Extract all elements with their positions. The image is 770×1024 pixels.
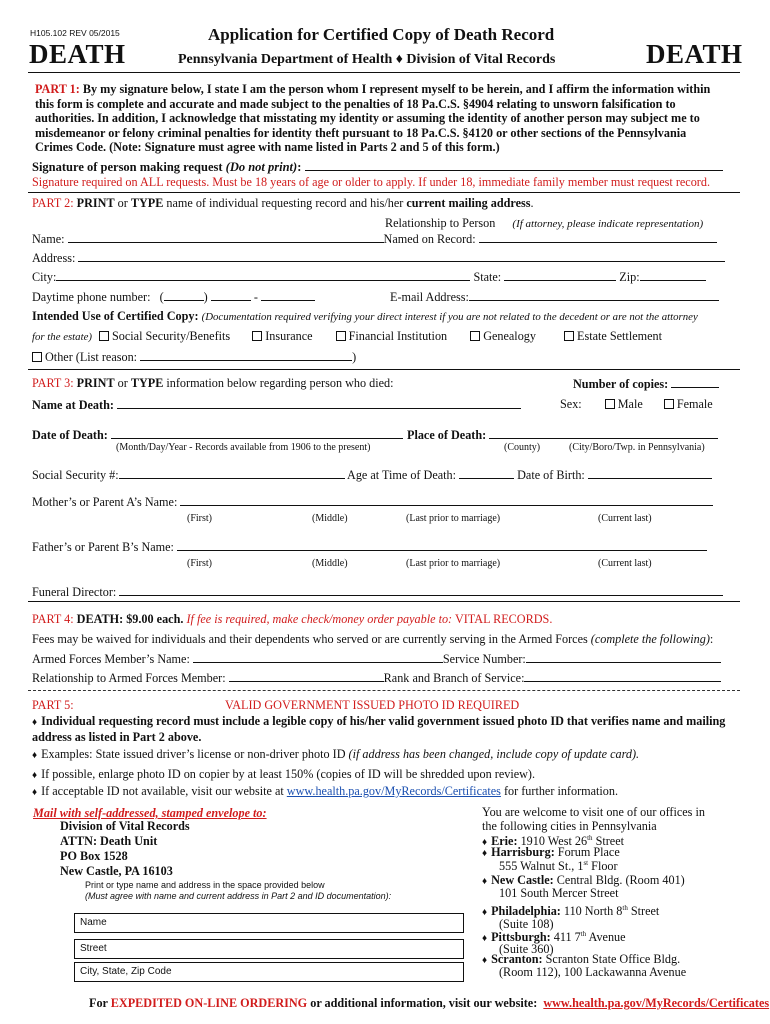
payable-to: VITAL RECORDS (454, 612, 550, 626)
named-on-record-label: Named on Record: (383, 232, 476, 246)
part5-bullet-3 (32, 767, 535, 782)
option-label: Social Security/Benefits (112, 329, 231, 343)
bullet2-text: Examples: State issued driver’s license or non-driver photo ID (41, 747, 346, 761)
part5-bullet-4 (32, 784, 618, 799)
fee-waiver-note: (complete the following) (590, 632, 710, 646)
fee-note: If fee is required, make check/money order payable to: (186, 612, 453, 626)
payable-end: . (549, 612, 553, 626)
mail-address (60, 819, 190, 878)
other-reason-row (32, 349, 356, 365)
bullet4-text: If acceptable ID not available, visit our website at (41, 784, 284, 798)
bullet1-text: Individual requesting record must include a legible copy of his/her valid government issued photo ID that verifies name and mailing address as listed in Part 2 above. (32, 714, 726, 744)
name-label: Name: (32, 232, 65, 246)
sex-label: Sex: (560, 397, 582, 411)
diamond-bullet-icon: ♦ (482, 907, 488, 919)
sex-female[interactable] (664, 397, 713, 411)
address-label: Address: (32, 251, 76, 265)
office-scranton-line2: (Room 112), 100 Lackawanna Avenue (499, 965, 687, 979)
part2-current-mailing: current mailing address (406, 196, 531, 210)
office-address: 555 Walnut St., 1 (499, 859, 584, 874)
print-note-2: (Must agree with name and current address in Part 2 and ID documentation): (85, 891, 392, 901)
city-field[interactable] (56, 269, 470, 281)
female-label: Female (676, 397, 713, 411)
phone-close: ) (203, 290, 208, 304)
father-field[interactable] (177, 539, 707, 551)
intended-use-options (32, 329, 662, 344)
office-address: 110 North 8 (563, 904, 623, 919)
mail-line: PO Box 1528 (60, 849, 128, 863)
bullet2-note: (if address has been changed, include copy of update card). (348, 747, 640, 761)
offices-intro: You are welcome to visit one of our offices in the following cities in Pennsylvania (482, 805, 705, 833)
member-relationship-label: Relationship to Armed Forces Member: (32, 671, 226, 685)
mother-middle: (Middle) (312, 513, 348, 524)
office-address: Central Bldg. (Room 401) (556, 873, 685, 887)
mother-label: Mother’s or Parent A’s Name: (32, 495, 178, 509)
form-code: H105.102 REV 05/2015 (30, 28, 120, 38)
mother-row (32, 494, 713, 510)
option-estate-settlement[interactable] (564, 329, 662, 343)
office-address-end: Floor (588, 859, 618, 874)
checkbox[interactable] (470, 331, 480, 341)
part1-text: By my signature below, I state I am the person whom I represent myself to be herein, and I affirm the information within this form is complete and accurate and made subject to the penalties of 18 Pa.C.S. §4904 relating to unsworn falsification to authorities. In addition, I acknowledge that misstating my identity or assuming the identity of another person may subject me to misdemeanor or felony criminal penalties for identity theft pursuant to 18 Pa.C.S. §4120 or other sections of the Pennsylvania Crimes Code. (Note: Signature must agree with name listed in Parts 2 and 5 of this form.) (35, 82, 711, 155)
page-title: Application for Certified Copy of Death Record (208, 25, 555, 44)
option-label: Financial Institution (348, 329, 448, 343)
part3-rule (28, 601, 740, 602)
date-of-death-row (32, 427, 403, 443)
address-field[interactable] (78, 250, 725, 262)
part1-label: PART 1: (35, 82, 80, 96)
phone-row (32, 289, 315, 305)
office-address-end: Street (592, 834, 625, 849)
date-note: (Month/Day/Year - Records available from 1906 to the present) (116, 442, 371, 453)
member-name-field[interactable] (193, 651, 443, 663)
option-insurance[interactable] (252, 329, 312, 343)
part5-heading: VALID GOVERNMENT ISSUED PHOTO ID REQUIRED (225, 698, 520, 712)
service-number-label: Service Number: (442, 652, 526, 666)
member-relationship-field[interactable] (229, 670, 384, 682)
checkbox[interactable] (99, 331, 109, 341)
service-number-field[interactable] (526, 651, 721, 663)
return-name-field[interactable] (74, 913, 464, 933)
copies-row (573, 376, 719, 392)
date-of-death-field[interactable] (111, 427, 403, 439)
return-street-label: Street (80, 943, 107, 954)
funeral-field[interactable] (119, 584, 723, 596)
mother-first: (First) (187, 513, 212, 524)
option-label: Estate Settlement (577, 329, 662, 343)
signature-note: (Do not print) (225, 160, 298, 174)
email-field[interactable] (469, 289, 719, 301)
option-label: Genealogy (483, 329, 536, 343)
copies-label: Number of copies: (573, 377, 669, 391)
relationship-field[interactable] (479, 231, 717, 243)
part2-instr-rest: name of individual requesting record and his/her (163, 196, 407, 210)
mail-line: New Castle, PA 16103 (60, 863, 173, 878)
other-checkbox[interactable] (32, 352, 42, 362)
office-address: Forum Place (557, 845, 620, 859)
office-address: 411 7 (553, 930, 581, 945)
ssn-field[interactable] (119, 467, 345, 479)
member-name-label: Armed Forces Member’s Name: (32, 652, 190, 666)
office-city: Pittsburgh: (491, 930, 551, 945)
footer-text-2: or additional information, visit our website: (310, 996, 538, 1010)
relationship-label: Relationship to Person (385, 216, 496, 230)
office-address: Scranton State Office Bldg. (545, 952, 681, 966)
office-philadelphia-line2: (Suite 108) (499, 917, 554, 931)
phone-open: ( (159, 290, 164, 304)
place-of-death-row (407, 427, 718, 443)
date-of-death-label: Date of Death: (32, 428, 108, 442)
checkbox[interactable] (336, 331, 346, 341)
mail-line: ATTN: Death Unit (60, 833, 158, 848)
bullet4-end: for further information. (503, 784, 619, 798)
place-of-death-label: Place of Death: (407, 428, 487, 442)
footer-website-link[interactable]: www.health.pa.gov/MyRecords/Certificates (543, 996, 770, 1010)
zip-field[interactable] (640, 269, 706, 281)
bullet3-text: If possible, enlarge photo ID on copier by at least 150% (copies of ID will be shredded upon review). (41, 767, 536, 781)
copies-field[interactable] (671, 376, 719, 388)
office-city: New Castle: (491, 873, 554, 887)
name-at-death-label: Name at Death: (32, 398, 114, 412)
phone-prefix-field[interactable] (211, 289, 251, 301)
father-middle: (Middle) (312, 558, 348, 569)
part2-or: or (114, 196, 131, 210)
state-field[interactable] (504, 269, 616, 281)
header-rule (28, 72, 740, 73)
mother-last-prior: (Last prior to marriage) (406, 513, 501, 524)
return-city-field[interactable] (74, 962, 464, 982)
footer-text: For (89, 996, 108, 1010)
intended-use-note: (Documentation required verifying your direct interest if you are not related to the decedent or are not the attorney (201, 311, 698, 323)
expedited-ordering: EXPEDITED ON-LINE ORDERING (110, 996, 308, 1010)
part3-label: PART 3: (32, 376, 74, 390)
checkbox[interactable] (664, 399, 674, 409)
part3-or: or (114, 376, 131, 390)
name-row (32, 231, 717, 247)
father-row (32, 539, 707, 555)
diamond-bullet-icon: ♦ (482, 848, 488, 859)
place-of-death-field[interactable] (489, 427, 718, 439)
page-subtitle: Pennsylvania Department of Health ♦ Division of Vital Records (178, 52, 556, 67)
signature-label: Signature of person making request (32, 160, 223, 174)
death-label-left: DEATH (29, 39, 126, 69)
ssn-row (32, 467, 712, 483)
part2-print: PRINT (76, 196, 115, 210)
office-pittsburgh-line2: (Suite 360) (499, 942, 554, 956)
member-row (32, 651, 721, 667)
relationship-header (385, 216, 703, 231)
father-last-prior: (Last prior to marriage) (406, 558, 501, 569)
office-address: 1910 West 26 (520, 834, 588, 849)
funeral-label: Funeral Director: (32, 585, 117, 599)
email-row (390, 289, 719, 305)
option-social-security[interactable] (99, 329, 230, 343)
city-row (32, 269, 706, 285)
office-sup: th (587, 834, 593, 842)
option-financial-institution[interactable] (336, 329, 448, 343)
diamond-bullet-icon: ♦ (482, 955, 488, 966)
name-field[interactable] (68, 231, 384, 243)
part1-rule (28, 192, 740, 193)
office-city: Scranton: (491, 952, 543, 966)
office-harrisburg-line2 (499, 859, 618, 874)
death-label-right: DEATH (646, 39, 743, 69)
office-address-end: Street (627, 904, 660, 919)
checkbox[interactable] (605, 399, 615, 409)
fee-amount: DEATH: $9.00 each. (76, 612, 184, 626)
option-genealogy[interactable] (470, 329, 536, 343)
mother-current-last: (Current last) (598, 513, 652, 524)
part5-label: PART 5: (32, 698, 74, 712)
signature-field[interactable] (305, 159, 723, 171)
part2-instr-end: . (530, 196, 534, 210)
office-city: Harrisburg: (491, 845, 555, 859)
footer (89, 996, 769, 1011)
office-new-castle-line2: 101 South Mercer Street (499, 886, 619, 900)
checkbox[interactable] (564, 331, 574, 341)
return-street-field[interactable] (74, 939, 464, 959)
rank-branch-label: Rank and Branch of Service: (383, 671, 525, 685)
intended-use-label: Intended Use of Certified Copy: (32, 309, 199, 323)
name-at-death-field[interactable] (117, 397, 521, 409)
print-note: Print or type name and address in the space provided below (85, 880, 325, 890)
sex-row (560, 397, 713, 412)
part1-statement (35, 82, 725, 155)
part5-bullet-1 (32, 714, 732, 744)
diamond-bullet-icon: ♦ (482, 876, 488, 887)
city-label: City: (32, 270, 57, 284)
mail-line: Division of Vital Records (60, 819, 190, 833)
phone-label: Daytime phone number: (32, 290, 151, 304)
father-label: Father’s or Parent B’s Name: (32, 540, 174, 554)
option-label: Insurance (265, 329, 313, 343)
signature-colon: : (297, 160, 302, 174)
diamond-bullet-icon: ♦ (32, 787, 38, 798)
checkbox[interactable] (252, 331, 262, 341)
fee-waiver-end: : (709, 632, 714, 646)
dob-field[interactable] (588, 467, 712, 479)
part2-rule (28, 369, 740, 370)
zip-label: Zip: (619, 270, 640, 284)
diamond-bullet-icon: ♦ (482, 837, 488, 849)
part3-instructions (32, 376, 394, 391)
intended-use-row (32, 309, 698, 324)
office-city: Erie: (491, 834, 518, 849)
return-name-label: Name (80, 917, 107, 928)
website-link[interactable]: www.health.pa.gov/MyRecords/Certificates (286, 784, 501, 798)
relationship-member-row (32, 670, 721, 686)
phone-number-field[interactable] (261, 289, 315, 301)
age-field[interactable] (459, 467, 514, 479)
fee-waiver-text: Fees may be waived for individuals and their dependents who served or are currently serving in the Armed Forces (32, 632, 588, 646)
email-label: E-mail Address: (390, 290, 469, 304)
fee-waiver-row (32, 632, 713, 647)
sex-male[interactable] (605, 397, 643, 411)
diamond-bullet-icon: ♦ (482, 933, 488, 945)
address-row (32, 250, 725, 266)
part4-label: PART 4: (32, 612, 74, 626)
name-at-death-row (32, 397, 521, 413)
other-label: Other (List reason: (45, 350, 138, 364)
office-sup: th (580, 930, 587, 938)
part2-instructions (32, 196, 534, 211)
diamond-bullet-icon: ♦ (32, 770, 38, 781)
part2-type: TYPE (130, 196, 164, 210)
mail-heading: Mail with self-addressed, stamped envelope to: (33, 806, 267, 820)
return-city-label: City, State, Zip Code (80, 966, 172, 977)
signature-row (32, 159, 723, 175)
for-estate-note: for the estate) (32, 331, 92, 343)
state-label: State: (473, 270, 502, 284)
signature-warning: Signature required on ALL requests. Must be 18 years of age or older to apply. If under 18, immediate family member must request record. (32, 175, 711, 189)
phone-area-field[interactable] (164, 289, 204, 301)
part3-type: TYPE (130, 376, 164, 390)
phone-dash: - (253, 290, 258, 304)
office-city: Philadelphia: (491, 904, 561, 919)
relationship-note: (If attorney, please indicate representation) (512, 218, 704, 230)
other-reason-field[interactable] (140, 349, 352, 361)
diamond-bullet-icon: ♦ (32, 717, 38, 728)
diamond-bullet-icon: ♦ (32, 750, 38, 761)
part4-fee-row (32, 612, 552, 627)
part2-label: PART 2: (32, 196, 74, 210)
part5-bullet-2 (32, 747, 639, 762)
part3-instr-rest: information below regarding person who died: (163, 376, 394, 390)
mother-field[interactable] (180, 494, 713, 506)
county-note: (County) (504, 442, 541, 453)
office-sup: th (622, 904, 628, 912)
male-label: Male (617, 397, 643, 411)
city-note: (City/Boro/Twp. in Pennsylvania) (569, 442, 705, 453)
father-first: (First) (187, 558, 212, 569)
office-address-end: Avenue (586, 930, 626, 945)
part3-print: PRINT (76, 376, 115, 390)
part4-dashed-rule (28, 690, 740, 691)
father-current-last: (Current last) (598, 558, 652, 569)
dob-label: Date of Birth: (517, 468, 585, 482)
funeral-row (32, 584, 723, 600)
ssn-label: Social Security #: (32, 468, 119, 482)
age-label: Age at Time of Death: (347, 468, 457, 482)
rank-branch-field[interactable] (524, 670, 721, 682)
office-sup: st (583, 859, 589, 867)
other-close: ) (352, 350, 357, 364)
